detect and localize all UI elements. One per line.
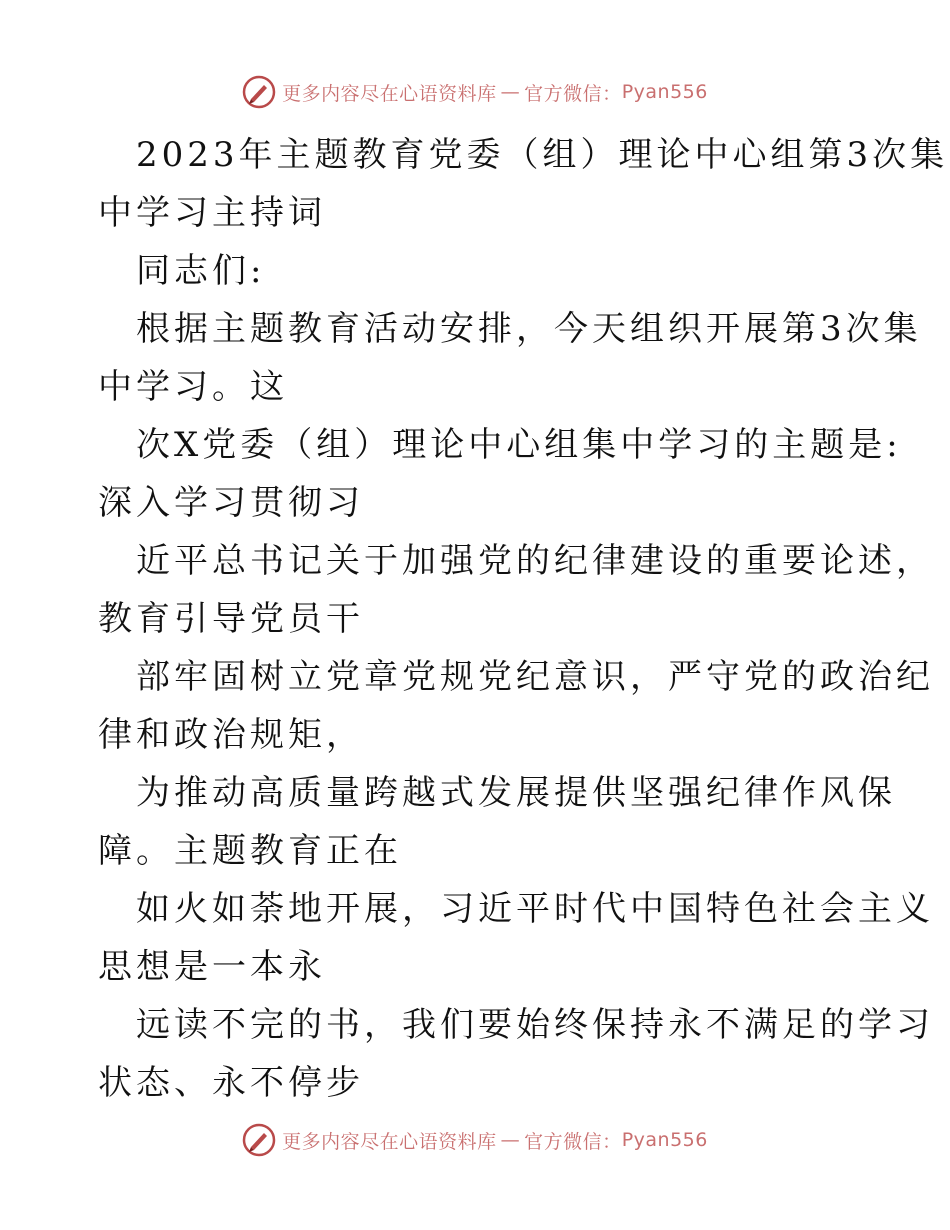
body-line: 如火如荼地开展，习近平时代中国特色社会主义 <box>136 889 934 929</box>
banner-wechat-id: Pyan556 <box>621 81 708 103</box>
body-line: 教育引导党员干 <box>98 599 364 639</box>
footer-watermark-banner <box>0 1120 950 1160</box>
body-line: 障。主题教育正在 <box>98 831 402 871</box>
banner-dash: — <box>500 81 521 103</box>
body-line: 为推动高质量跨越式发展提供坚强纪律作风保 <box>136 773 896 813</box>
body-line: 根据主题教育活动安排，今天组织开展第3次集 <box>136 309 922 349</box>
body-line: 深入学习贯彻习 <box>98 483 364 523</box>
body-line: 中学习。这 <box>98 367 288 407</box>
body-line: 远读不完的书，我们要始终保持永不满足的学习 <box>136 1005 934 1045</box>
body-line: 律和政治规矩， <box>98 715 364 755</box>
body-line: 思想是一本永 <box>98 947 326 987</box>
banner-main-text: 更多内容尽在心语资料库 <box>282 82 497 105</box>
banner-dash: — <box>500 1129 521 1151</box>
document-body <box>98 126 949 1112</box>
header-watermark-banner <box>0 72 950 112</box>
body-line: 近平总书记关于加强党的纪律建设的重要论述， <box>136 541 934 581</box>
title-line-2: 中学习主持词 <box>98 193 326 233</box>
body-line: 状态、永不停步 <box>98 1063 364 1103</box>
title-line-1: 2023年主题教育党委（组）理论中心组第3次集 <box>136 135 949 175</box>
banner-main-text: 更多内容尽在心语资料库 <box>282 1130 497 1153</box>
body-line: 次X党委（组）理论中心组集中学习的主题是: <box>136 425 902 465</box>
banner-wechat-label: 官方微信： <box>524 82 622 105</box>
banner-wechat-id: Pyan556 <box>621 1129 708 1151</box>
body-line: 部牢固树立党章党规党纪意识，严守党的政治纪 <box>136 657 934 697</box>
pen-logo-icon <box>242 1123 276 1157</box>
salutation: 同志们: <box>136 251 266 291</box>
pen-logo-icon <box>242 75 276 109</box>
banner-wechat-label: 官方微信： <box>524 1130 622 1153</box>
